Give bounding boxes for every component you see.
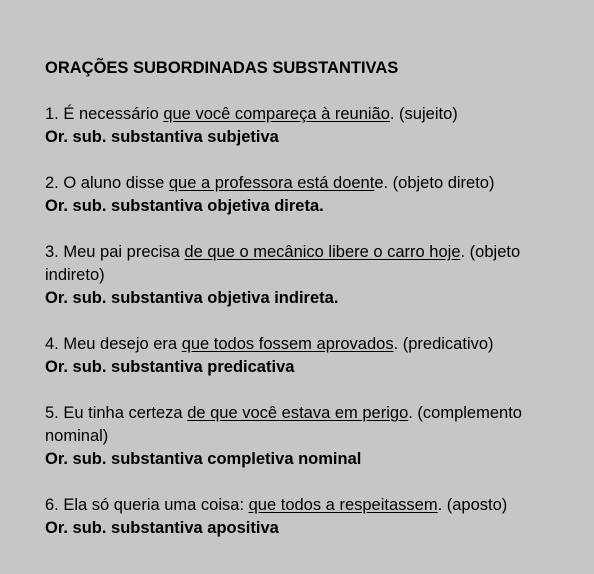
- example-sentence: [45, 241, 565, 287]
- example-sentence: [45, 402, 565, 448]
- example-item-4: [45, 333, 565, 379]
- item-number: 3.: [45, 243, 59, 261]
- subordinate-clause: que todos fossem aprovados: [181, 335, 394, 353]
- sentence-ending: . (objeto indireto): [45, 243, 521, 284]
- sentence-ending: . (aposto): [437, 496, 508, 514]
- document-title: ORAÇÕES SUBORDINADAS SUBSTANTIVAS: [45, 59, 399, 77]
- subordinate-clause: de que você estava em perigo: [187, 404, 409, 422]
- clause-classification: Or. sub. substantiva completiva nominal: [45, 450, 362, 468]
- sentence-ending: . (complemento nominal): [45, 404, 522, 445]
- clause-classification: Or. sub. substantiva objetiva indireta.: [45, 289, 339, 307]
- clause-classification: Or. sub. substantiva subjetiva: [45, 128, 279, 146]
- subordinate-clause: que todos a respeitassem: [248, 496, 438, 514]
- item-number: 1.: [45, 105, 59, 123]
- item-number: 6.: [45, 496, 59, 514]
- clause-classification: Or. sub. substantiva apositiva: [45, 519, 279, 537]
- sentence-ending: e. (objeto direto): [374, 174, 495, 192]
- sentence-main-clause: Eu tinha certeza: [63, 404, 188, 422]
- example-sentence: [45, 494, 565, 517]
- item-number: 2.: [45, 174, 59, 192]
- subordinate-clause: que a professora está doent: [168, 174, 375, 192]
- item-number: 4.: [45, 335, 59, 353]
- sentence-ending: . (predicativo): [393, 335, 494, 353]
- sentence-main-clause: O aluno disse: [63, 174, 169, 192]
- sentence-main-clause: Meu desejo era: [63, 335, 182, 353]
- sentence-ending: . (sujeito): [389, 105, 458, 123]
- clause-classification: Or. sub. substantiva predicativa: [45, 358, 295, 376]
- document-body: [45, 57, 565, 540]
- example-sentence: [45, 103, 565, 126]
- sentence-main-clause: É necessário: [63, 105, 164, 123]
- example-item-1: [45, 103, 565, 149]
- example-sentence: [45, 333, 565, 356]
- subordinate-clause: que você compareça à reunião: [163, 105, 390, 123]
- clause-classification: Or. sub. substantiva objetiva direta.: [45, 197, 324, 215]
- example-item-3: [45, 241, 565, 310]
- item-number: 5.: [45, 404, 59, 422]
- sentence-main-clause: Meu pai precisa: [63, 243, 185, 261]
- example-sentence: [45, 172, 565, 195]
- subordinate-clause: de que o mecânico libere o carro hoje: [184, 243, 461, 261]
- sentence-main-clause: Ela só queria uma coisa:: [63, 496, 249, 514]
- example-item-2: [45, 172, 565, 218]
- example-item-6: [45, 494, 565, 540]
- example-item-5: [45, 402, 565, 471]
